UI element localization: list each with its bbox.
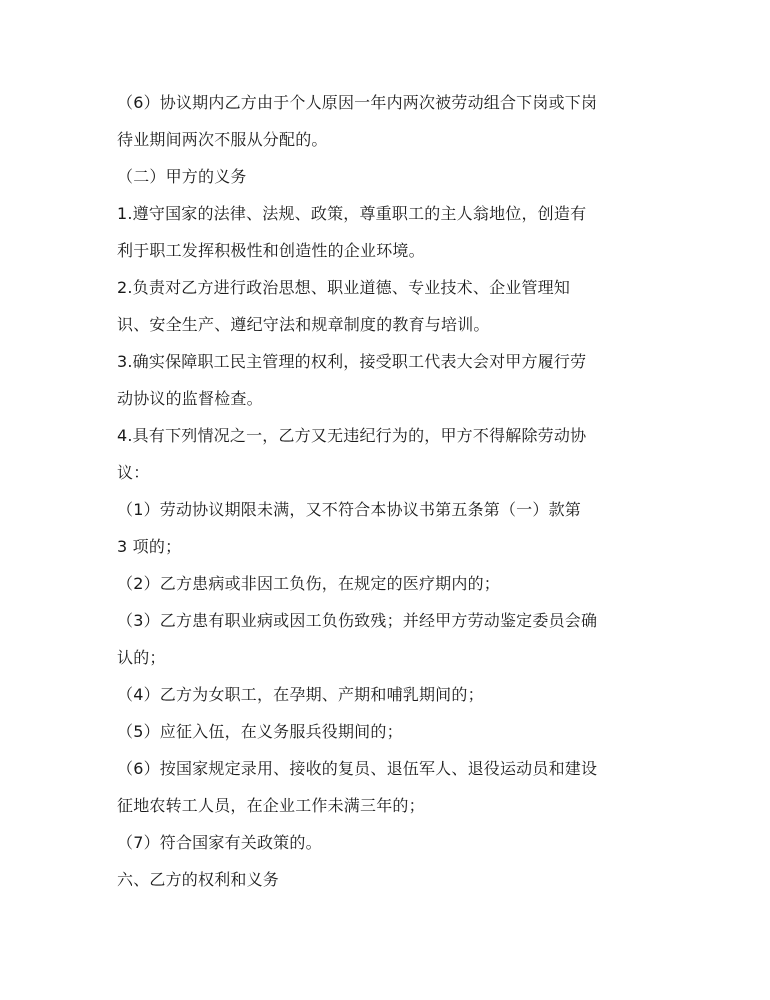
text-line: （4）乙方为女职工，在孕期、产期和哺乳期间的；: [117, 685, 484, 704]
text-line: 3.确实保障职工民主管理的权利，接受职工代表大会对甲方履行劳: [117, 352, 587, 371]
document-body: [117, 88, 677, 902]
text-line: 2.负责对乙方进行政治思想、职业道德、专业技术、企业管理知: [117, 278, 571, 297]
text-line: 认的；: [117, 648, 166, 667]
text-line: 3 项的；: [117, 537, 182, 556]
text-line: 待业期间两次不服从分配的。: [117, 130, 328, 149]
section-heading: （二）甲方的义务: [117, 167, 247, 186]
text-line: 征地农转工人员，在企业工作未满三年的；: [117, 796, 425, 815]
text-line: （6）按国家规定录用、接收的复员、退伍军人、退役运动员和建设: [117, 759, 598, 778]
text-line: （3）乙方患有职业病或因工负伤致残；并经甲方劳动鉴定委员会确: [117, 611, 598, 630]
text-line: （6）协议期内乙方由于个人原因一年内两次被劳动组合下岗或下岗: [117, 93, 598, 112]
text-line: 4.具有下列情况之一，乙方又无违纪行为的，甲方不得解除劳动协: [117, 426, 587, 445]
text-line: 识、安全生产、遵纪守法和规章制度的教育与培训。: [117, 315, 490, 334]
text-line: 动协议的监督检查。: [117, 389, 263, 408]
text-line: 议：: [117, 463, 150, 482]
section-heading: 六、乙方的权利和义务: [117, 870, 280, 889]
text-line: （1）劳动协议期限未满，又不符合本协议书第五条第（一）款第: [117, 500, 581, 519]
text-line: （5）应征入伍，在义务服兵役期间的；: [117, 722, 403, 741]
text-line: 1.遵守国家的法律、法规、政策，尊重职工的主人翁地位，创造有: [117, 204, 587, 223]
text-line: （7）符合国家有关政策的。: [117, 833, 322, 852]
text-line: （2）乙方患病或非因工负伤，在规定的医疗期内的；: [117, 574, 500, 593]
text-line: 利于职工发挥积极性和创造性的企业环境。: [117, 241, 425, 260]
